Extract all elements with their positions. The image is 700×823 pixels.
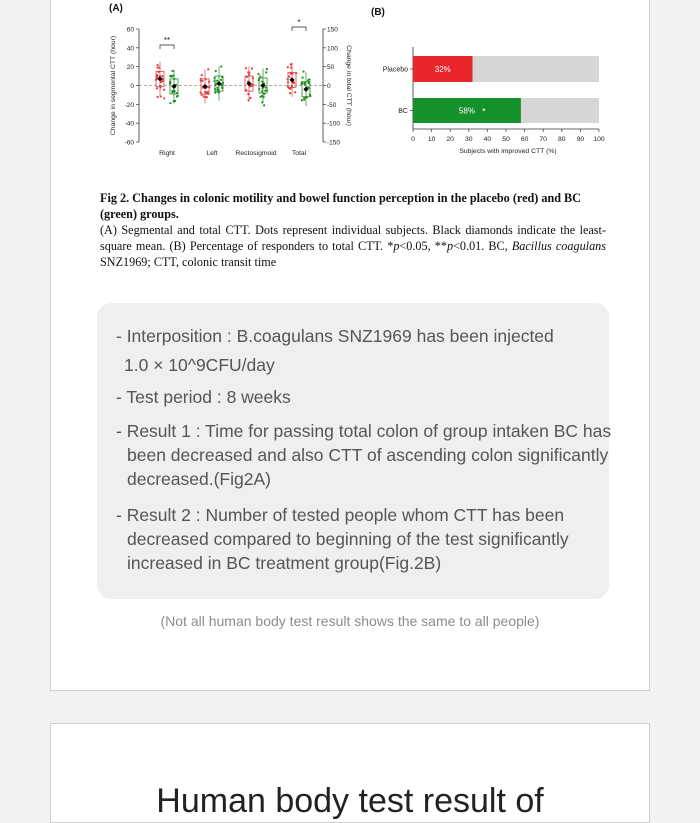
- summary-interposition: - Interposition : B.coagulans SNZ1969 has been injected: [116, 326, 554, 346]
- y-tick-label-left: 40: [126, 45, 134, 53]
- subject-dot: [158, 71, 160, 73]
- subject-dot: [217, 90, 219, 92]
- subject-dot: [265, 86, 267, 88]
- subject-dot: [156, 64, 158, 66]
- subject-dot: [203, 95, 205, 97]
- next-section-title: Human body test result of: [156, 782, 544, 820]
- subject-dot: [303, 99, 305, 101]
- subject-dot: [245, 67, 247, 69]
- subject-dot: [304, 83, 306, 85]
- subject-dot: [257, 73, 259, 75]
- summary-result-2-end: increased in BC treatment group(Fig.2B): [127, 553, 442, 573]
- y-axis-label-left: Change in segmental CTT (hour): [110, 35, 117, 136]
- subject-dot: [171, 70, 173, 72]
- summary-result-2: - Result 2 : Number of tested people whom CTT has been: [116, 505, 565, 525]
- y-tick-label-right: 100: [327, 45, 338, 53]
- subject-dot: [176, 92, 178, 94]
- category-label: Right: [159, 150, 175, 157]
- y-tick-label-left: -40: [124, 120, 134, 128]
- subject-dot: [301, 83, 303, 85]
- subject-dot: [169, 81, 171, 83]
- subject-dot: [221, 76, 223, 78]
- panel-b-label: (B): [371, 7, 385, 18]
- subject-dot: [266, 68, 268, 70]
- subject-dot: [291, 85, 293, 87]
- subject-dot: [204, 91, 206, 93]
- subject-dot: [249, 97, 251, 99]
- subject-dot: [245, 89, 247, 91]
- category-label: Left: [206, 150, 218, 157]
- subject-dot: [248, 93, 250, 95]
- y-tick-label-right: -100: [327, 120, 341, 128]
- y-tick-label-left: 60: [126, 26, 134, 34]
- subject-dot: [171, 75, 173, 77]
- subject-dot: [261, 101, 263, 103]
- subject-dot: [258, 79, 260, 81]
- summary-result-1-cont: been decreased and also CTT of ascending colon significantly: [127, 445, 609, 465]
- subject-dot: [263, 104, 265, 106]
- subject-dot: [208, 81, 210, 83]
- subject-dot: [293, 82, 295, 84]
- x-tick-label: 100: [593, 136, 605, 143]
- subject-dot: [261, 80, 263, 82]
- figure-caption: [100, 190, 606, 270]
- y-tick-label-left: -20: [124, 101, 134, 109]
- subject-dot: [289, 92, 291, 94]
- responder-bar-chart: [383, 47, 605, 155]
- y-axis-label-right: Change in total CTT (hour): [345, 45, 352, 126]
- significance-marker: *: [482, 106, 486, 117]
- y-tick-label-left: -60: [124, 139, 134, 147]
- subject-dot: [200, 80, 202, 82]
- significance-marker: **: [163, 36, 171, 45]
- subject-dot: [308, 82, 310, 84]
- subject-dot: [220, 79, 222, 81]
- y-tick-label-right: 50: [327, 64, 335, 72]
- bar-value-label: 32%: [434, 65, 451, 74]
- subject-dot: [204, 78, 206, 80]
- x-tick-label: 0: [411, 136, 415, 143]
- subject-dot: [216, 80, 218, 82]
- y-tick-label-right: -150: [327, 139, 341, 147]
- subject-dot: [201, 94, 203, 96]
- subject-dot: [246, 76, 248, 78]
- x-tick-label: 60: [520, 136, 529, 143]
- subject-dot: [177, 95, 179, 97]
- subject-dot: [156, 75, 158, 77]
- subject-dot: [263, 93, 265, 95]
- subject-dot: [252, 83, 254, 85]
- subject-dot: [157, 96, 159, 98]
- x-tick-label: 20: [446, 136, 454, 143]
- subject-dot: [161, 75, 163, 77]
- subject-dot: [248, 74, 250, 76]
- y-tick-label-right: -50: [327, 101, 337, 109]
- subject-dot: [247, 99, 249, 101]
- panel-a-label: (A): [109, 3, 123, 14]
- subject-dot: [158, 66, 160, 68]
- subject-dot: [260, 96, 262, 98]
- x-tick-label: 90: [576, 136, 585, 143]
- subject-dot: [287, 81, 289, 83]
- summary-test-period: - Test period : 8 weeks: [116, 387, 291, 407]
- subject-dot: [214, 88, 216, 90]
- x-tick-label: 70: [539, 136, 547, 143]
- subject-dot: [302, 70, 304, 72]
- subject-dot: [206, 96, 208, 98]
- significance-bracket: [292, 27, 306, 31]
- y-tick-label-left: 0: [130, 83, 134, 90]
- summary-result-1-end: decreased.(Fig2A): [127, 469, 271, 489]
- subject-dot: [214, 80, 216, 82]
- subject-dot: [160, 95, 162, 97]
- subject-dot: [155, 79, 157, 81]
- y-tick-label-left: 20: [126, 64, 134, 72]
- subject-dot: [248, 71, 250, 73]
- x-tick-label: 50: [502, 136, 510, 143]
- subject-dot: [288, 87, 290, 89]
- subject-dot: [221, 87, 223, 89]
- subject-dot: [301, 99, 303, 101]
- subject-dot: [163, 97, 165, 99]
- subject-dot: [290, 67, 292, 69]
- x-tick-label: 10: [427, 136, 436, 143]
- significance-marker: *: [297, 18, 301, 27]
- category-label: Placebo: [382, 66, 408, 74]
- subject-dot: [295, 72, 297, 74]
- subject-dot: [290, 63, 292, 65]
- caption-body: (A) Segmental and total CTT. Dots represent individual subjects. Black diamonds indicate the least-square mean. (B) Percentage of responders to total CTT. *p<0.05, **p<0.01. BC, Bacillus coagulans SNZ1969; CTT, colonic transit time: [100, 223, 607, 269]
- figure-2-chart: [51, 0, 651, 179]
- subject-dot: [288, 76, 290, 78]
- subject-dot: [163, 89, 165, 91]
- subject-dot: [294, 91, 296, 93]
- subject-dot: [259, 75, 261, 77]
- subject-dot: [252, 77, 254, 79]
- disclaimer-note: (Not all human body test result shows the same to all people): [160, 613, 540, 629]
- subject-dot: [207, 91, 209, 93]
- y-tick-label-right: 0: [327, 83, 331, 90]
- subject-dot: [251, 67, 253, 69]
- subject-dot: [214, 91, 216, 93]
- subject-dot: [173, 78, 175, 80]
- subject-dot: [173, 90, 175, 92]
- caption-title: Fig 2. Changes in colonic motility and bowel function perception in the placebo (red) and BC (green) groups.: [100, 191, 581, 221]
- subject-dot: [265, 71, 267, 73]
- subject-dot: [160, 81, 162, 83]
- figure-card: [50, 0, 650, 691]
- subject-dot: [200, 78, 202, 80]
- subject-dot: [173, 100, 175, 102]
- subject-dot: [214, 77, 216, 79]
- summary-result-2-cont: decreased compared to beginning of the test significantly: [127, 529, 569, 549]
- subject-dot: [258, 78, 260, 80]
- subject-dot: [159, 86, 161, 88]
- subject-dot: [199, 92, 201, 94]
- subject-dot: [258, 88, 260, 90]
- subject-dot: [156, 87, 158, 89]
- subject-dot: [307, 79, 309, 81]
- category-label: Rectosigmoid: [235, 150, 277, 157]
- subject-dot: [309, 95, 311, 97]
- subject-dot: [215, 70, 217, 72]
- summary-result-1: - Result 1 : Time for passing total colon of group intaken BC has: [116, 421, 612, 441]
- subject-dot: [301, 77, 303, 79]
- segmental-ctt-scatter-chart: [110, 18, 352, 157]
- summary-dose: 1.0 × 10^9CFU/day: [124, 355, 275, 375]
- x-tick-label: 40: [483, 136, 492, 143]
- next-section-card: [50, 723, 650, 823]
- subject-dot: [305, 96, 307, 98]
- subject-dot: [290, 72, 292, 74]
- x-tick-label: 80: [558, 136, 566, 143]
- subject-dot: [264, 89, 266, 91]
- category-label: Total: [291, 150, 307, 157]
- x-axis-label: Subjects with improved CTT (%): [459, 148, 557, 155]
- y-tick-label-right: 150: [327, 26, 338, 34]
- test-summary-box: [97, 303, 612, 599]
- subject-dot: [201, 74, 203, 76]
- subject-dot: [287, 66, 289, 68]
- bar-value-label: 58%: [458, 106, 475, 116]
- significance-bracket: [160, 45, 174, 49]
- category-label: BC: [398, 108, 408, 115]
- subject-dot: [207, 68, 209, 70]
- subject-dot: [169, 102, 171, 104]
- subject-dot: [220, 65, 222, 67]
- subject-dot: [287, 78, 289, 80]
- x-tick-label: 30: [465, 136, 473, 143]
- subject-dot: [261, 90, 263, 92]
